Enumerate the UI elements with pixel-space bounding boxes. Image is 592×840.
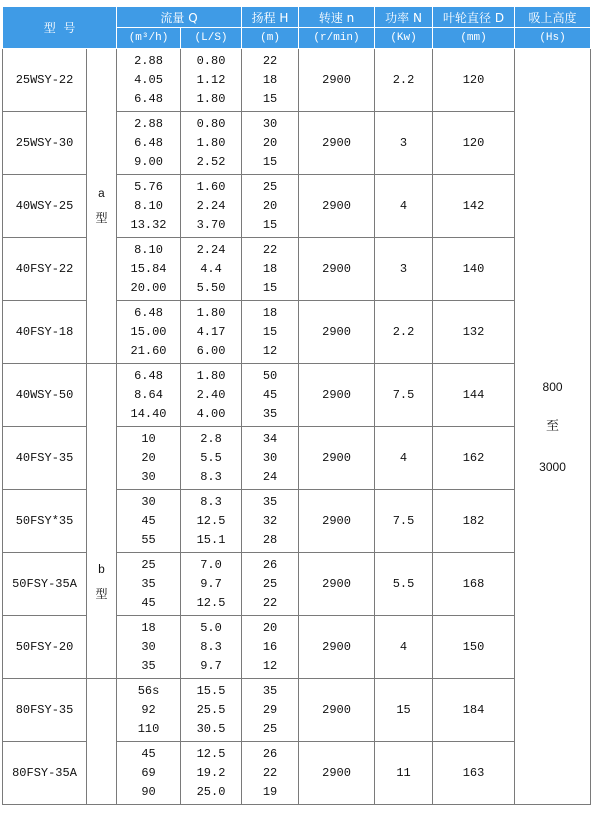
head-cell-value: 20 <box>262 198 278 213</box>
flow-m3h-cell-value: 9.00 <box>134 154 163 169</box>
model-cell: 50FSY-35A <box>3 553 87 616</box>
head-cell-value: 29 <box>262 702 278 717</box>
head-cell-value: 45 <box>262 387 278 402</box>
flow-ls-cell <box>181 553 242 616</box>
impeller-cell: 120 <box>433 112 515 175</box>
impeller-cell: 162 <box>433 427 515 490</box>
power-cell: 4 <box>375 616 433 679</box>
head-cell-value: 15 <box>262 91 278 106</box>
header-flow-unit-m3h: (m³/h) <box>117 28 181 49</box>
head-cell <box>242 364 299 427</box>
flow-m3h-cell <box>117 427 181 490</box>
flow-ls-cell-value: 1.80 <box>196 368 226 383</box>
header-suction: 吸上高度 <box>515 7 591 28</box>
flow-ls-cell <box>181 616 242 679</box>
flow-m3h-cell-value: 45 <box>141 746 156 761</box>
group-b-letter: b <box>97 563 106 577</box>
header-speed: 转速 n <box>299 7 375 28</box>
speed-cell: 2900 <box>299 364 375 427</box>
model-cell: 40FSY-22 <box>3 238 87 301</box>
flow-m3h-cell-value: 90 <box>141 784 156 799</box>
flow-m3h-cell-value: 20 <box>141 450 156 465</box>
flow-ls-cell <box>181 490 242 553</box>
model-cell: 40WSY-25 <box>3 175 87 238</box>
header-flow: 流量 Q <box>117 7 242 28</box>
head-cell-value: 15 <box>262 154 278 169</box>
model-cell: 50FSY*35 <box>3 490 87 553</box>
flow-ls-cell-value: 5.0 <box>200 620 222 635</box>
flow-m3h-cell-value: 14.40 <box>130 406 167 421</box>
impeller-cell: 168 <box>433 553 515 616</box>
head-cell <box>242 238 299 301</box>
speed-cell: 2900 <box>299 175 375 238</box>
table-row <box>3 364 591 427</box>
speed-cell: 2900 <box>299 112 375 175</box>
flow-ls-cell-value: 1.80 <box>196 305 226 320</box>
flow-ls-cell <box>181 364 242 427</box>
flow-m3h-cell-value: 2.88 <box>134 53 163 68</box>
group-a-letter: a <box>97 187 106 201</box>
head-cell <box>242 427 299 490</box>
speed-cell: 2900 <box>299 616 375 679</box>
flow-m3h-cell-value: 15.84 <box>130 261 167 276</box>
flow-ls-cell-value: 1.80 <box>196 135 226 150</box>
head-cell <box>242 301 299 364</box>
model-cell: 40FSY-18 <box>3 301 87 364</box>
flow-m3h-cell-value: 6.48 <box>134 305 163 320</box>
head-cell-value: 18 <box>262 305 278 320</box>
flow-ls-cell-value: 8.3 <box>200 639 222 654</box>
flow-m3h-cell-value: 4.05 <box>134 72 163 87</box>
model-cell: 50FSY-20 <box>3 616 87 679</box>
head-cell <box>242 490 299 553</box>
flow-m3h-cell-value: 110 <box>137 721 160 736</box>
power-cell: 4 <box>375 427 433 490</box>
flow-ls-cell <box>181 742 242 805</box>
flow-m3h-cell <box>117 679 181 742</box>
flow-m3h-cell-value: 8.10 <box>134 198 163 213</box>
power-cell: 4 <box>375 175 433 238</box>
impeller-cell: 132 <box>433 301 515 364</box>
impeller-cell: 140 <box>433 238 515 301</box>
head-cell-value: 22 <box>262 242 278 257</box>
flow-m3h-cell-value: 2.88 <box>134 116 163 131</box>
flow-m3h-cell-value: 45 <box>141 513 156 528</box>
flow-ls-cell-value: 9.7 <box>200 658 222 673</box>
flow-ls-cell-value: 6.00 <box>196 343 226 358</box>
head-cell-value: 19 <box>262 784 278 799</box>
flow-ls-cell-value: 0.80 <box>196 53 226 68</box>
flow-ls-cell-value: 3.70 <box>196 217 226 232</box>
flow-ls-cell <box>181 112 242 175</box>
group-a-cell <box>87 49 117 364</box>
group-empty-cell <box>87 679 117 805</box>
head-cell-value: 24 <box>262 469 278 484</box>
table-row <box>3 49 591 112</box>
head-cell <box>242 175 299 238</box>
head-cell-value: 12 <box>262 343 278 358</box>
header-speed-unit: (r/min) <box>299 28 375 49</box>
flow-ls-cell-value: 0.80 <box>196 116 226 131</box>
flow-m3h-cell-value: 15.00 <box>130 324 167 339</box>
flow-m3h-cell-value: 69 <box>141 765 156 780</box>
head-cell-value: 26 <box>262 557 278 572</box>
flow-ls-cell-value: 1.80 <box>196 91 226 106</box>
flow-m3h-cell-value: 30 <box>141 494 156 509</box>
head-cell-value: 22 <box>262 595 278 610</box>
flow-ls-cell-value: 9.7 <box>200 576 222 591</box>
power-cell: 2.2 <box>375 49 433 112</box>
power-cell: 15 <box>375 679 433 742</box>
flow-m3h-cell <box>117 616 181 679</box>
impeller-cell: 163 <box>433 742 515 805</box>
flow-m3h-cell-value: 45 <box>141 595 156 610</box>
flow-ls-cell-value: 2.24 <box>196 198 226 213</box>
flow-ls-cell-value: 2.8 <box>200 431 222 446</box>
power-cell: 11 <box>375 742 433 805</box>
flow-ls-cell <box>181 301 242 364</box>
flow-ls-cell <box>181 238 242 301</box>
flow-m3h-cell-value: 55 <box>141 532 156 547</box>
head-cell-value: 25 <box>262 179 278 194</box>
flow-m3h-cell <box>117 301 181 364</box>
flow-m3h-cell <box>117 49 181 112</box>
pump-spec-table <box>2 6 591 805</box>
header-power: 功率 N <box>375 7 433 28</box>
speed-cell: 2900 <box>299 238 375 301</box>
flow-m3h-cell <box>117 742 181 805</box>
head-cell-value: 22 <box>262 765 278 780</box>
flow-ls-cell-value: 4.17 <box>196 324 226 339</box>
head-cell-value: 16 <box>262 639 278 654</box>
flow-m3h-cell-value: 6.48 <box>134 135 163 150</box>
flow-m3h-cell-value: 35 <box>141 576 156 591</box>
model-cell: 40FSY-35 <box>3 427 87 490</box>
speed-cell: 2900 <box>299 49 375 112</box>
flow-m3h-cell-value: 8.10 <box>134 242 163 257</box>
flow-m3h-cell-value: 10 <box>141 431 156 446</box>
model-cell: 80FSY-35A <box>3 742 87 805</box>
table-body <box>3 49 591 805</box>
flow-m3h-cell-value: 25 <box>141 557 156 572</box>
flow-ls-cell <box>181 427 242 490</box>
head-cell <box>242 553 299 616</box>
flow-m3h-cell-value: 56s <box>137 683 160 698</box>
impeller-cell: 184 <box>433 679 515 742</box>
flow-ls-cell-value: 12.5 <box>196 513 226 528</box>
flow-ls-cell <box>181 679 242 742</box>
flow-m3h-cell-value: 21.60 <box>130 343 167 358</box>
power-cell: 3 <box>375 112 433 175</box>
head-cell-value: 50 <box>262 368 278 383</box>
flow-m3h-cell-value: 5.76 <box>134 179 163 194</box>
impeller-cell: 182 <box>433 490 515 553</box>
flow-ls-cell-value: 4.00 <box>196 406 226 421</box>
flow-m3h-cell <box>117 238 181 301</box>
head-cell-value: 30 <box>262 450 278 465</box>
flow-ls-cell-value: 8.3 <box>200 494 222 509</box>
flow-m3h-cell-value: 18 <box>141 620 156 635</box>
model-cell: 40WSY-50 <box>3 364 87 427</box>
flow-ls-cell-value: 1.60 <box>196 179 226 194</box>
impeller-cell: 150 <box>433 616 515 679</box>
impeller-cell: 142 <box>433 175 515 238</box>
power-cell: 7.5 <box>375 364 433 427</box>
head-cell <box>242 616 299 679</box>
flow-ls-cell-value: 25.5 <box>196 702 226 717</box>
head-cell-value: 32 <box>262 513 278 528</box>
speed-cell: 2900 <box>299 679 375 742</box>
flow-ls-cell-value: 2.40 <box>196 387 226 402</box>
header-flow-unit-ls: (L/S) <box>181 28 242 49</box>
power-cell: 2.2 <box>375 301 433 364</box>
flow-m3h-cell-value: 30 <box>141 469 156 484</box>
group-b-char: 型 <box>95 587 108 601</box>
head-cell-value: 35 <box>262 406 278 421</box>
head-cell-value: 22 <box>262 53 278 68</box>
flow-ls-cell-value: 2.24 <box>196 242 226 257</box>
head-cell-value: 30 <box>262 116 278 131</box>
flow-ls-cell-value: 5.50 <box>196 280 226 295</box>
head-cell-value: 20 <box>262 620 278 635</box>
head-cell <box>242 742 299 805</box>
flow-ls-cell-value: 25.0 <box>196 784 226 799</box>
flow-ls-cell-value: 8.3 <box>200 469 222 484</box>
head-cell-value: 35 <box>262 683 278 698</box>
speed-cell: 2900 <box>299 427 375 490</box>
head-cell-value: 18 <box>262 261 278 276</box>
group-b-cell <box>87 364 117 679</box>
power-cell: 7.5 <box>375 490 433 553</box>
header-head: 扬程 H <box>242 7 299 28</box>
head-cell <box>242 49 299 112</box>
group-a-char: 型 <box>95 211 108 225</box>
flow-m3h-cell <box>117 112 181 175</box>
flow-ls-cell-value: 4.4 <box>200 261 222 276</box>
head-cell-value: 25 <box>262 721 278 736</box>
head-cell-value: 26 <box>262 746 278 761</box>
flow-m3h-cell-value: 30 <box>141 639 156 654</box>
header-impeller: 叶轮直径 D <box>433 7 515 28</box>
power-cell: 5.5 <box>375 553 433 616</box>
suction-max: 3000 <box>539 459 566 474</box>
suction-cell <box>515 49 591 805</box>
model-cell: 25WSY-22 <box>3 49 87 112</box>
flow-ls-cell-value: 5.5 <box>200 450 222 465</box>
flow-m3h-cell <box>117 364 181 427</box>
head-cell <box>242 112 299 175</box>
header-impeller-unit: (mm) <box>433 28 515 49</box>
head-cell-value: 15 <box>262 324 278 339</box>
flow-ls-cell-value: 2.52 <box>196 154 226 169</box>
speed-cell: 2900 <box>299 490 375 553</box>
flow-ls-cell-value: 12.5 <box>196 595 226 610</box>
head-cell-value: 15 <box>262 280 278 295</box>
flow-m3h-cell-value: 13.32 <box>130 217 167 232</box>
flow-ls-cell-value: 19.2 <box>196 765 226 780</box>
header-model: 型 号 <box>3 7 117 49</box>
flow-ls-cell-value: 15.1 <box>196 532 226 547</box>
flow-ls-cell-value: 15.5 <box>196 683 226 698</box>
power-cell: 3 <box>375 238 433 301</box>
flow-m3h-cell-value: 92 <box>141 702 156 717</box>
flow-m3h-cell <box>117 553 181 616</box>
flow-m3h-cell <box>117 490 181 553</box>
suction-to: 至 <box>546 418 560 434</box>
head-cell-value: 20 <box>262 135 278 150</box>
head-cell-value: 15 <box>262 217 278 232</box>
flow-ls-cell-value: 30.5 <box>196 721 226 736</box>
speed-cell: 2900 <box>299 301 375 364</box>
model-cell: 25WSY-30 <box>3 112 87 175</box>
head-cell-value: 35 <box>262 494 278 509</box>
header-suction-unit: (Hs) <box>515 28 591 49</box>
table-row <box>3 679 591 742</box>
head-cell-value: 25 <box>262 576 278 591</box>
head-cell <box>242 679 299 742</box>
flow-m3h-cell-value: 6.48 <box>134 368 163 383</box>
model-cell: 80FSY-35 <box>3 679 87 742</box>
flow-ls-cell-value: 12.5 <box>196 746 226 761</box>
flow-m3h-cell-value: 6.48 <box>134 91 163 106</box>
head-cell-value: 12 <box>262 658 278 673</box>
suction-min: 800 <box>542 379 563 394</box>
flow-m3h-cell-value: 35 <box>141 658 156 673</box>
flow-ls-cell <box>181 49 242 112</box>
header-head-unit: (m) <box>242 28 299 49</box>
flow-m3h-cell <box>117 175 181 238</box>
impeller-cell: 144 <box>433 364 515 427</box>
flow-ls-cell-value: 7.0 <box>200 557 222 572</box>
flow-ls-cell <box>181 175 242 238</box>
head-cell-value: 28 <box>262 532 278 547</box>
speed-cell: 2900 <box>299 742 375 805</box>
flow-m3h-cell-value: 8.64 <box>134 387 163 402</box>
flow-ls-cell-value: 1.12 <box>196 72 226 87</box>
head-cell-value: 18 <box>262 72 278 87</box>
speed-cell: 2900 <box>299 553 375 616</box>
header-power-unit: (Kw) <box>375 28 433 49</box>
head-cell-value: 34 <box>262 431 278 446</box>
impeller-cell: 120 <box>433 49 515 112</box>
flow-m3h-cell-value: 20.00 <box>130 280 167 295</box>
